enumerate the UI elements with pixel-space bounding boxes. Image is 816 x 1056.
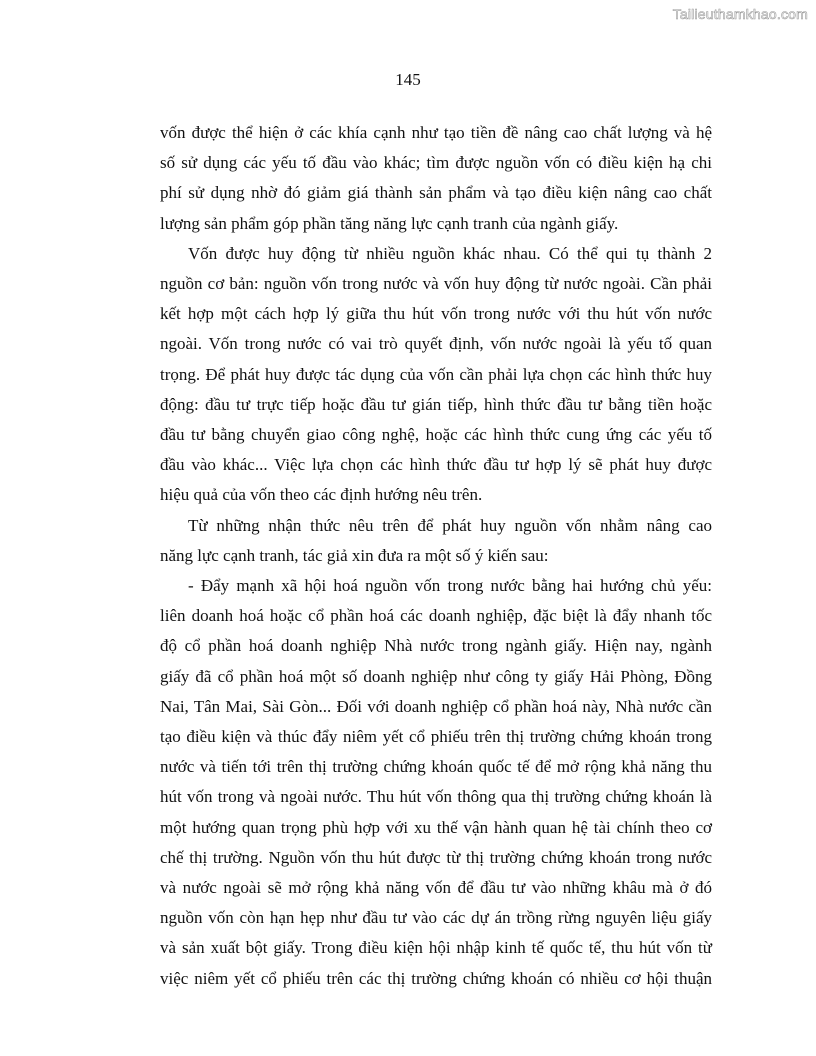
text-line: liên doanh hoá hoặc cổ phần hoá các doanh nghiệp, đặc biệt là đẩy nhanh tốc [160, 606, 712, 626]
text-line: trọng. Để phát huy được tác dụng của vốn cần phải lựa chọn các hình thức huy [160, 364, 712, 384]
text-line: Vốn được huy động từ nhiều nguồn khác nhau. Có thể qui tụ thành 2 [188, 243, 712, 263]
paragraph [160, 239, 712, 511]
page-number: 145 [395, 70, 421, 89]
paragraph [160, 118, 712, 239]
text-line: chế thị trường. Nguồn vốn thu hút được từ thị trường chứng khoán trong nước [160, 847, 712, 867]
text-line: việc niêm yết cổ phiếu trên các thị trường chứng khoán có nhiều cơ hội thuận [160, 968, 712, 988]
document-body [160, 118, 712, 994]
text-line: nước và tiến tới trên thị trường chứng khoán quốc tế để mở rộng khả năng thu [160, 757, 712, 777]
text-line: vốn được thể hiện ở các khía cạnh như tạo tiền đề nâng cao chất lượng và hệ [160, 123, 712, 142]
text-line: Nai, Tân Mai, Sài Gòn... Đối với doanh nghiệp cổ phần hoá này, Nhà nước cần [160, 696, 712, 716]
text-line: - Đẩy mạnh xã hội hoá nguồn vốn trong nước bằng hai hướng chủ yếu: [188, 576, 712, 596]
text-line: lượng sản phẩm góp phần tăng năng lực cạnh tranh của ngành giấy. [160, 213, 619, 233]
text-line: giấy đã cổ phần hoá một số doanh nghiệp như công ty giấy Hải Phòng, Đồng [160, 666, 712, 686]
text-line: một hướng quan trọng phù hợp với xu thế vận hành quan hệ tài chính theo cơ [160, 817, 712, 837]
text-line: nguồn cơ bản: nguồn vốn trong nước và vốn huy động từ nước ngoài. Cần phải [160, 274, 712, 294]
text-line: số sử dụng các yếu tố đầu vào khác; tìm được nguồn vốn có điều kiện hạ chi [160, 153, 712, 173]
text-line: đầu tư bằng chuyển giao công nghệ, hoặc các hình thức cung ứng các yếu tố [160, 425, 712, 445]
text-line: tạo điều kiện và thúc đẩy niêm yết cổ phiếu trên thị trường chứng khoán trong [160, 727, 712, 747]
text-line: đầu vào khác... Việc lựa chọn các hình thức đầu tư hợp lý sẽ phát huy được [160, 455, 712, 475]
text-line: hút vốn trong và ngoài nước. Thu hút vốn thông qua thị trường chứng khoán là [160, 787, 712, 807]
text-line: ngoài. Vốn trong nước có vai trò quyết định, vốn nước ngoài là yếu tố quan [160, 334, 712, 354]
watermark-text: Tailieuthamkhao.com [672, 6, 808, 22]
text-line: Từ những nhận thức nêu trên để phát huy nguồn vốn nhằm nâng cao [188, 515, 712, 535]
paragraph [160, 511, 712, 571]
text-line: độ cổ phần hoá doanh nghiệp Nhà nước trong ngành giấy. Hiện nay, ngành [160, 636, 712, 656]
text-line: nguồn vốn còn hạn hẹp như đầu tư vào các dự án trồng rừng nguyên liệu giấy [160, 908, 712, 928]
text-line: phí sử dụng nhờ đó giảm giá thành sản phẩm và tạo điều kiện nâng cao chất [160, 183, 712, 203]
paragraph [160, 571, 712, 994]
text-line: và nước ngoài sẽ mở rộng khả năng vốn để đầu tư vào những khâu mà ở đó [160, 878, 712, 898]
text-line: năng lực cạnh tranh, tác giả xin đưa ra một số ý kiến sau: [160, 545, 549, 565]
text-line: kết hợp một cách hợp lý giữa thu hút vốn trong nước với thu hút vốn nước [160, 304, 712, 324]
text-line: và sản xuất bột giấy. Trong điều kiện hội nhập kinh tế quốc tế, thu hút vốn từ [160, 938, 712, 958]
text-line: động: đầu tư trực tiếp hoặc đầu tư gián tiếp, hình thức đầu tư bằng tiền hoặc [160, 394, 712, 414]
text-line: hiệu quả của vốn theo các định hướng nêu trên. [160, 485, 483, 505]
